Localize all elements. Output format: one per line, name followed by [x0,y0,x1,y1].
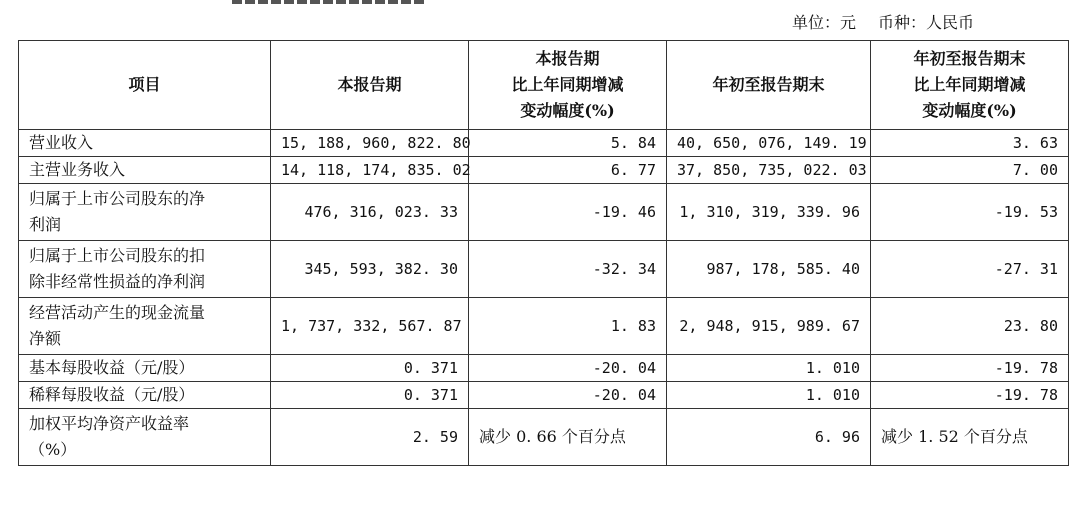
current-period-value: 15, 188, 960, 822. 80 [271,130,469,157]
column-header-current-period: 本报告期 [271,41,469,130]
ytd-change-value: 7. 00 [871,157,1069,184]
ytd-change-value: 减少 1. 52 个百分点 [871,409,1069,466]
unit-currency-line [792,12,974,34]
ytd-change-value: -27. 31 [871,241,1069,298]
row-item-label: 主营业务收入 [19,157,271,184]
current-change-value: 5. 84 [469,130,667,157]
current-change-value: -20. 04 [469,382,667,409]
ytd-change-value: 3. 63 [871,130,1069,157]
column-header-ytd-change: 年初至报告期末 比上年同期增减 变动幅度(%) [871,41,1069,130]
cropped-heading-fragment [232,0,442,4]
current-change-value: 6. 77 [469,157,667,184]
row-item-label: 稀释每股收益（元/股） [19,382,271,409]
current-change-value: 1. 83 [469,298,667,355]
ytd-value: 6. 96 [667,409,871,466]
table-header-row [19,41,1069,130]
ytd-value: 1. 010 [667,355,871,382]
table-row [19,382,1069,409]
row-item-label: 加权平均净资产收益率 （%） [19,409,271,466]
current-change-value: 减少 0. 66 个百分点 [469,409,667,466]
ytd-value: 1. 010 [667,382,871,409]
current-change-value: -19. 46 [469,184,667,241]
table-row [19,157,1069,184]
ytd-value: 37, 850, 735, 022. 03 [667,157,871,184]
ytd-change-value: -19. 78 [871,355,1069,382]
column-header-item: 项目 [19,41,271,130]
unit-label: 单位：元 [791,13,856,32]
table-row [19,298,1069,355]
current-change-value: -32. 34 [469,241,667,298]
table-row [19,409,1069,466]
current-period-value: 345, 593, 382. 30 [271,241,469,298]
current-period-value: 0. 371 [271,382,469,409]
ytd-value: 2, 948, 915, 989. 67 [667,298,871,355]
ytd-change-value: -19. 78 [871,382,1069,409]
current-period-value: 476, 316, 023. 33 [271,184,469,241]
ytd-value: 987, 178, 585. 40 [667,241,871,298]
ytd-value: 1, 310, 319, 339. 96 [667,184,871,241]
row-item-label: 归属于上市公司股东的净 利润 [19,184,271,241]
ytd-change-value: 23. 80 [871,298,1069,355]
current-period-value: 2. 59 [271,409,469,466]
row-item-label: 经营活动产生的现金流量 净额 [19,298,271,355]
row-item-label: 归属于上市公司股东的扣 除非经常性损益的净利润 [19,241,271,298]
table-row [19,184,1069,241]
currency-label: 币种：人民币 [877,13,974,32]
ytd-value: 40, 650, 076, 149. 19 [667,130,871,157]
financial-data-table [18,40,1069,466]
current-change-value: -20. 04 [469,355,667,382]
table-row [19,241,1069,298]
current-period-value: 1, 737, 332, 567. 87 [271,298,469,355]
row-item-label: 基本每股收益（元/股） [19,355,271,382]
current-period-value: 14, 118, 174, 835. 02 [271,157,469,184]
row-item-label: 营业收入 [19,130,271,157]
current-period-value: 0. 371 [271,355,469,382]
column-header-current-change: 本报告期 比上年同期增减 变动幅度(%) [469,41,667,130]
column-header-ytd: 年初至报告期末 [667,41,871,130]
table-row [19,130,1069,157]
ytd-change-value: -19. 53 [871,184,1069,241]
table-row [19,355,1069,382]
